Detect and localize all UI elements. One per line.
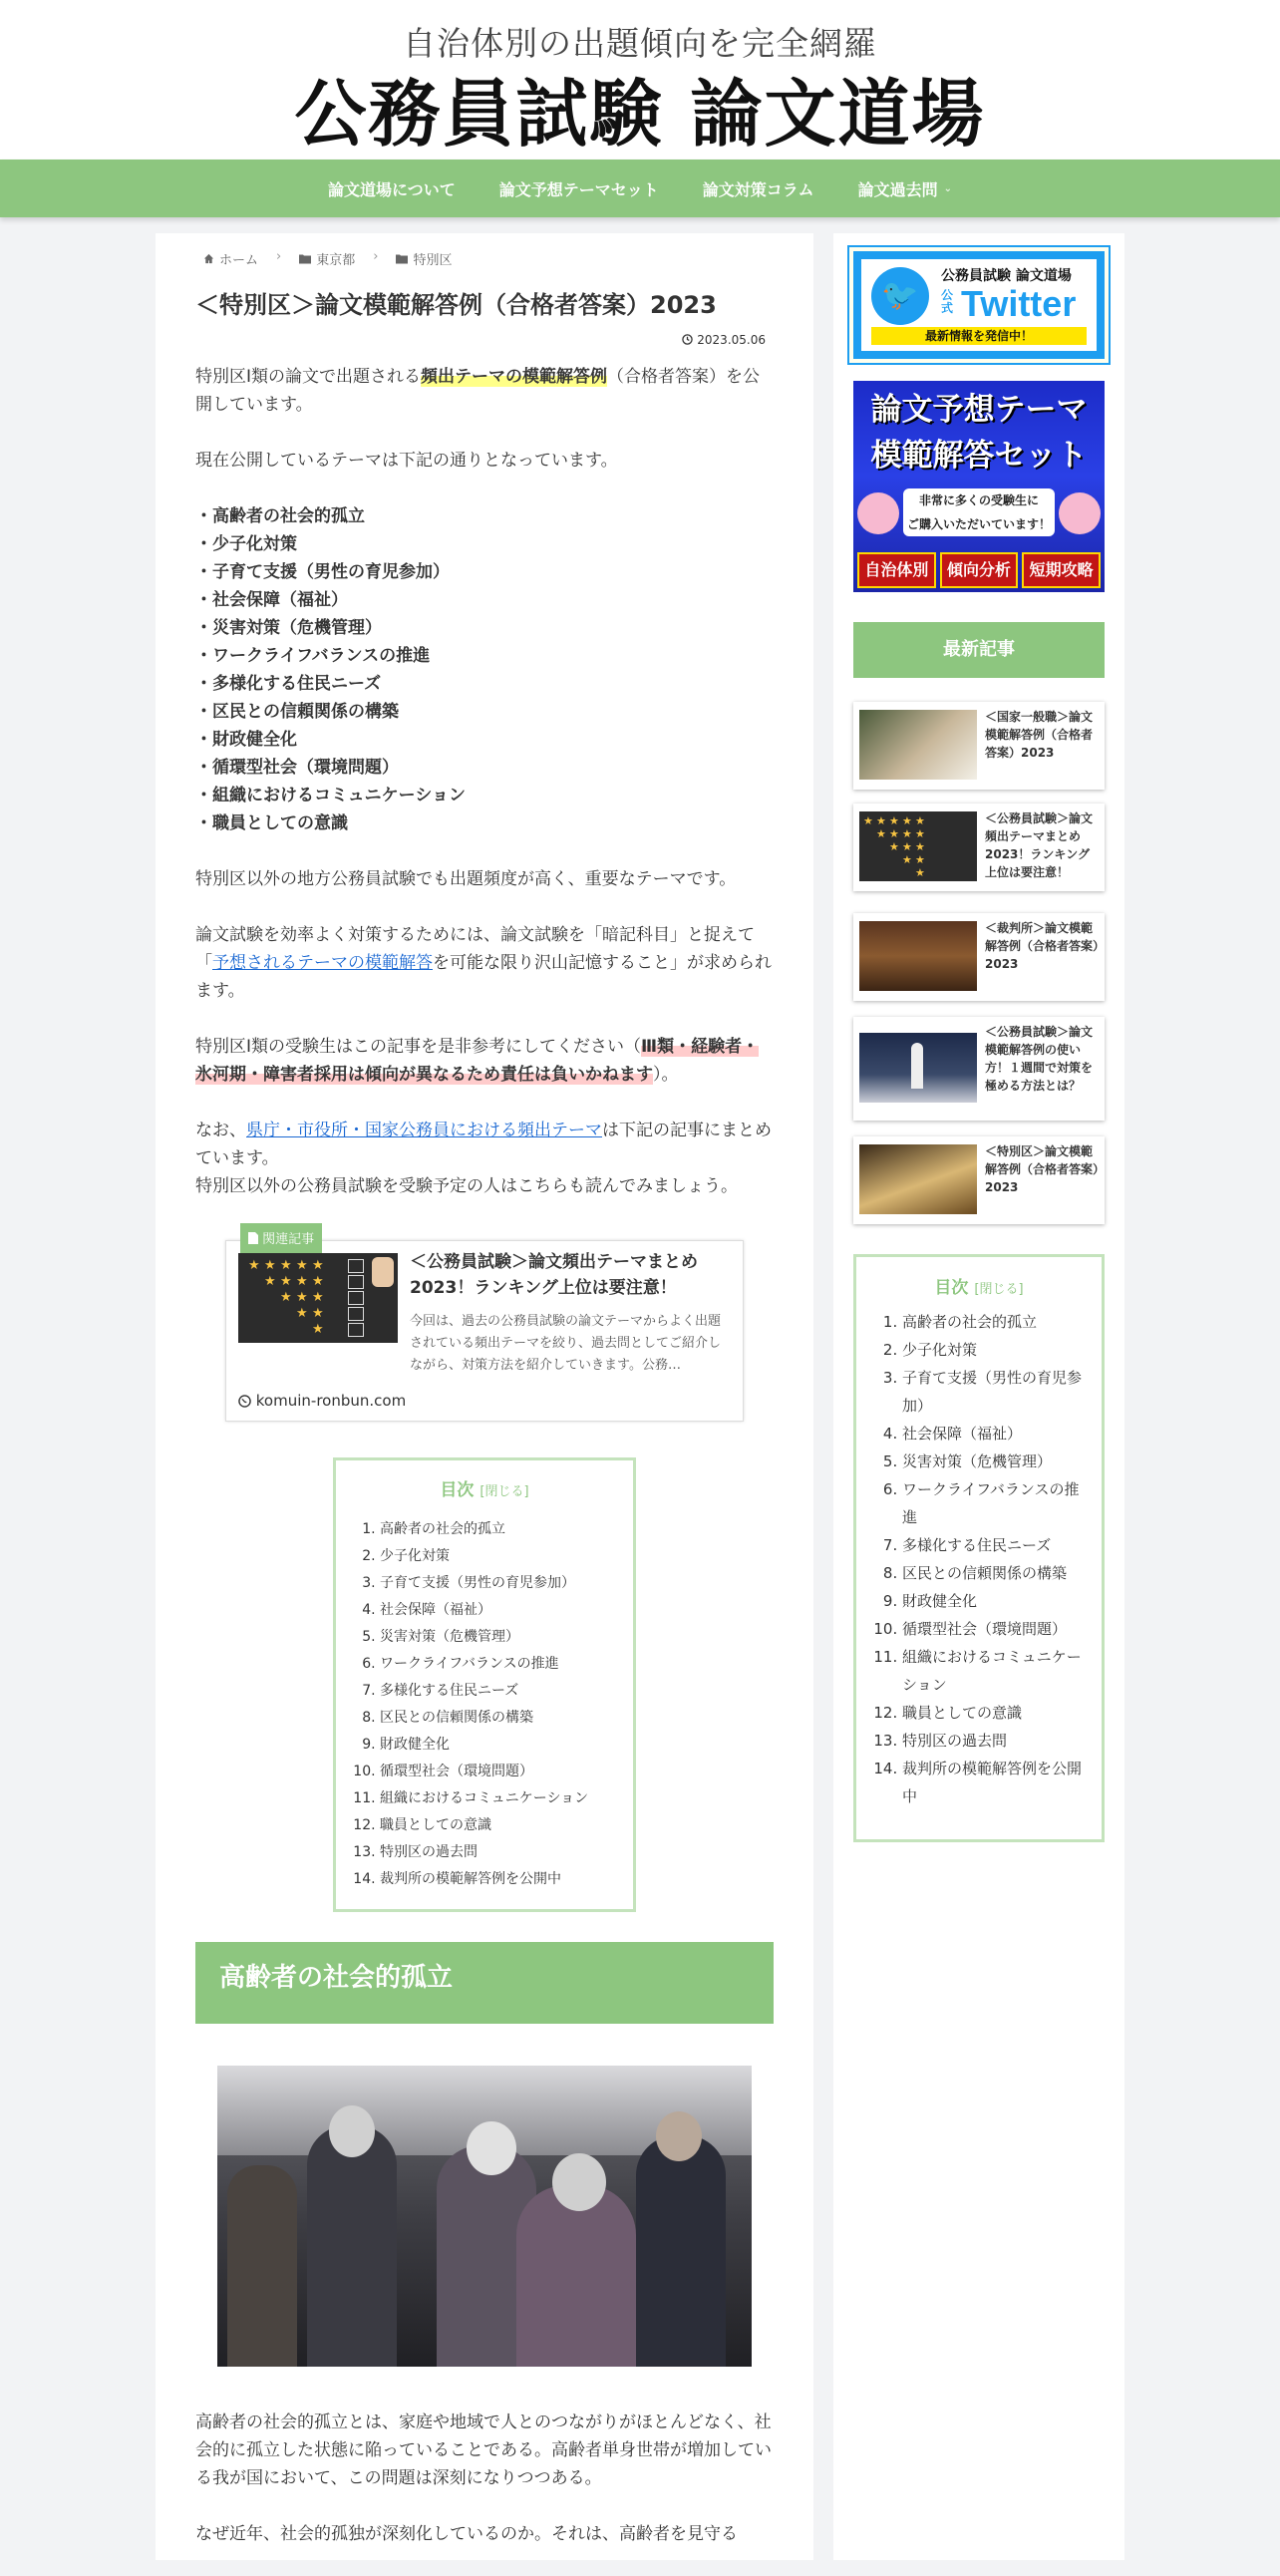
toc-item[interactable] bbox=[902, 1475, 1082, 1531]
post-date-text: 2023.05.06 bbox=[697, 333, 766, 347]
toc-item[interactable] bbox=[902, 1420, 1082, 1448]
toc-item[interactable] bbox=[380, 1866, 613, 1893]
related-site-text: komuin-ronbun.com bbox=[255, 1392, 407, 1410]
toc-item-label: 職員としての意識 bbox=[902, 1704, 1023, 1722]
toc-item-label: 区民との信頼関係の構築 bbox=[902, 1564, 1068, 1582]
cherry-blossom-icon bbox=[1059, 492, 1101, 534]
toc-item[interactable] bbox=[380, 1812, 613, 1839]
section-heading: 高齢者の社会的孤立 bbox=[195, 1942, 774, 2024]
toc-item-label: 少子化対策 bbox=[902, 1341, 978, 1359]
ad-sub-line: ご購入いただいています！ bbox=[906, 517, 1051, 531]
toc-heading bbox=[876, 1273, 1082, 1298]
recent-post-thumbnail bbox=[859, 1033, 977, 1103]
toc-item[interactable] bbox=[902, 1336, 1082, 1364]
ad-tag: 自治体別 bbox=[857, 552, 936, 588]
theme-item: ・高齢者の社会的孤立 bbox=[195, 506, 365, 526]
toc-item[interactable] bbox=[380, 1785, 613, 1812]
clock-icon bbox=[682, 334, 693, 345]
site-logo[interactable]: 公務員試験 論文道場 bbox=[294, 70, 986, 157]
toc-item[interactable] bbox=[380, 1624, 613, 1651]
nav-item-about[interactable] bbox=[328, 177, 456, 200]
ad-subtext bbox=[903, 488, 1055, 536]
hand-image bbox=[372, 1257, 394, 1287]
chevron-down-icon: ⌄ bbox=[943, 182, 952, 194]
folder-icon bbox=[396, 253, 408, 264]
expected-themes-link[interactable]: 予想されるテーマの模範解答 bbox=[212, 953, 433, 973]
article-body bbox=[195, 363, 774, 2576]
checkbox-column-image bbox=[348, 1259, 364, 1339]
toc-item-label: 循環型社会（環境問題） bbox=[380, 1764, 533, 1779]
recent-post-title: ＜公務員試験＞論文頻出テーマまとめ2023！ランキング上位は要注意！ bbox=[985, 811, 1094, 879]
theme-item: ・循環型社会（環境問題） bbox=[195, 758, 399, 778]
theme-item: ・多様化する住民ニーズ bbox=[195, 674, 382, 694]
home-icon bbox=[203, 253, 214, 264]
list-lead: 現在公開しているテーマは下記の通りとなっています。 bbox=[195, 451, 618, 471]
related-snippet: 今回は、過去の公務員試験の論文テーマからよく出題されている頻出テーマを絞り、過去問としてご紹介しながら、対策方法を紹介していきます。公務… bbox=[410, 1314, 722, 1373]
paragraph-text: は下記の記事にまとめています。 bbox=[195, 1121, 772, 1168]
theme-list bbox=[195, 502, 774, 837]
toc-item-label: 多様化する住民ニーズ bbox=[902, 1536, 1052, 1554]
theme-item: ・ワークライフバランスの推進 bbox=[195, 646, 431, 666]
ad-tag: 傾向分析 bbox=[940, 552, 1019, 588]
related-article-card[interactable] bbox=[225, 1232, 744, 1422]
toc-item[interactable] bbox=[902, 1755, 1082, 1810]
toc-item[interactable] bbox=[380, 1543, 613, 1570]
breadcrumb-tokyo[interactable] bbox=[299, 249, 355, 268]
site-tagline: 自治体別の出題傾向を完全網羅 bbox=[403, 24, 877, 63]
ad-sub-line: 非常に多くの受験生に bbox=[918, 493, 1039, 507]
cherry-blossom-icon bbox=[857, 492, 899, 534]
twitter-official-label: 公式 bbox=[941, 288, 954, 315]
toc-item[interactable] bbox=[902, 1643, 1082, 1699]
ad-tag: 短期攻略 bbox=[1022, 552, 1101, 588]
intro-text: 特別区Ⅰ類の論文で出題される bbox=[195, 367, 422, 387]
nav-item-label: 論文対策コラム bbox=[702, 179, 814, 199]
star-rating-image: ★ ★ ★ ★ ★ ★ ★ ★ ★ ★ ★ ★ ★ ★ ★ bbox=[248, 1258, 324, 1337]
paragraph-text: を可能な限り沢山記憶すること」が求められます。 bbox=[195, 953, 772, 1001]
breadcrumb-label: ホーム bbox=[219, 253, 259, 268]
nav-item-label: 論文道場について bbox=[328, 179, 456, 199]
toc-item-label: 財政健全化 bbox=[902, 1592, 978, 1610]
related-label-text: 関連記事 bbox=[262, 1232, 315, 1247]
toc-item-label: 循環型社会（環境問題） bbox=[902, 1620, 1068, 1638]
theme-item: ・区民との信頼関係の構築 bbox=[195, 702, 399, 722]
recent-post-item[interactable] bbox=[853, 804, 1105, 891]
ad-tags bbox=[857, 552, 1101, 588]
toc-item-label: 災害対策（危機管理） bbox=[902, 1452, 1053, 1470]
paragraph-text: 特別区以外の公務員試験を受験予定の人はこちらも読んでみましょう。 bbox=[195, 1176, 738, 1196]
toc-item[interactable] bbox=[380, 1570, 613, 1597]
star-rating-image: ★ ★ ★ ★ ★ ★ ★ ★ ★ ★ ★ ★ ★ ★ ★ bbox=[863, 814, 925, 879]
recent-post-title: ＜公務員試験＞論文模範解答例の使い方！１週間で対策を極める方法とは？ bbox=[985, 1025, 1094, 1093]
toc-item[interactable] bbox=[380, 1651, 613, 1678]
sidebar bbox=[833, 233, 1124, 2560]
breadcrumb-label: 東京都 bbox=[316, 253, 356, 268]
toc-item[interactable] bbox=[902, 1587, 1082, 1615]
global-nav bbox=[0, 160, 1280, 217]
table-of-contents bbox=[333, 1457, 636, 1912]
toc-item[interactable] bbox=[902, 1448, 1082, 1475]
paragraph-text: 特別区Ⅰ類の受験生はこの記事を是非参考にしてください（ bbox=[195, 1037, 642, 1057]
toc-item[interactable] bbox=[902, 1531, 1082, 1559]
theme-item: ・職員としての意識 bbox=[195, 813, 348, 833]
twitter-banner-inner bbox=[861, 259, 1097, 351]
site-header bbox=[0, 0, 1280, 160]
folder-icon bbox=[299, 253, 311, 264]
recent-post-title: ＜特別区＞論文模範解答例（合格者答案）2023 bbox=[985, 1144, 1100, 1194]
frequent-themes-link[interactable]: 県庁・市役所・国家公務員における頻出テーマ bbox=[246, 1121, 602, 1140]
nav-item-column[interactable] bbox=[703, 177, 814, 200]
related-site bbox=[238, 1387, 406, 1415]
chevron-right-icon: › bbox=[373, 249, 379, 264]
theme-item: ・組織におけるコミュニケーション bbox=[195, 786, 466, 805]
toc-item-label: 特別区の過去問 bbox=[902, 1732, 1008, 1750]
nav-item-label: 論文予想テーマセット bbox=[498, 179, 659, 199]
theme-item: ・少子化対策 bbox=[195, 534, 297, 554]
sidebar-table-of-contents bbox=[853, 1254, 1105, 1842]
toc-item-label: 職員としての意識 bbox=[380, 1817, 491, 1833]
theme-item: ・子育て支援（男性の育児参加） bbox=[195, 562, 450, 582]
toc-item-label: 子育て支援（男性の育児参加） bbox=[902, 1369, 1083, 1415]
recent-post-thumbnail bbox=[859, 811, 977, 881]
article-title: ＜特別区＞論文模範解答例（合格者答案）2023 bbox=[195, 291, 717, 319]
toc-item[interactable] bbox=[902, 1615, 1082, 1643]
toc-heading bbox=[356, 1476, 613, 1506]
ad-title-line: 論文予想テーマ bbox=[870, 392, 1088, 428]
recent-post-item[interactable] bbox=[853, 702, 1105, 790]
twitter-banner[interactable] bbox=[853, 251, 1105, 359]
toc-item-label: 組織におけるコミュニケーション bbox=[902, 1648, 1082, 1694]
section-paragraph: 高齢者の社会的孤立とは、家庭や地域で人とのつながりがほとんどなく、社会的に孤立した状態に陥っていることである。高齢者単身世帯が増加している我が国において、この問題は深刻になりつつある。 bbox=[195, 2413, 772, 2488]
toc-item[interactable] bbox=[902, 1308, 1082, 1336]
toc-item[interactable] bbox=[902, 1559, 1082, 1587]
related-title: ＜公務員試験＞論文頻出テーマまとめ2023！ランキング上位は要注意！ bbox=[410, 1252, 698, 1298]
nav-item-label: 論文過去問 bbox=[857, 179, 938, 199]
toc-item-label: 裁判所の模範解答例を公開中 bbox=[380, 1871, 561, 1887]
section-paragraph: なぜ近年、社会的孤独が深刻化しているのか。それは、高齢者を見守る bbox=[195, 2524, 738, 2544]
elderly-people-photo bbox=[217, 2066, 752, 2367]
toc-item-label: 多様化する住民ニーズ bbox=[380, 1683, 519, 1699]
efficiency-paragraph bbox=[195, 921, 774, 1005]
post-date bbox=[682, 333, 766, 347]
breadcrumb bbox=[203, 249, 452, 268]
recent-post-title: ＜国家一般職＞論文模範解答例（合格者答案）2023 bbox=[985, 710, 1094, 760]
theme-item: ・社会保障（福祉） bbox=[195, 590, 348, 610]
note-paragraph bbox=[195, 1117, 774, 1200]
intro-text: （合格者答案）を公開しています。 bbox=[195, 367, 761, 415]
toc-item[interactable] bbox=[380, 1516, 613, 1543]
toc-item-label: 高齢者の社会的孤立 bbox=[380, 1521, 505, 1537]
toc-item-label: 社会保障（福祉） bbox=[902, 1425, 1023, 1443]
toc-list bbox=[356, 1516, 613, 1893]
ad-title bbox=[853, 387, 1105, 479]
recent-post-item[interactable] bbox=[853, 1017, 1105, 1121]
recent-posts-heading: 最新記事 bbox=[853, 622, 1105, 678]
theme-item: ・災害対策（危機管理） bbox=[195, 618, 382, 638]
toc-item-label: 高齢者の社会的孤立 bbox=[902, 1313, 1038, 1331]
toc-item-label: ワークライフバランスの推進 bbox=[902, 1480, 1080, 1526]
paragraph-text: ）。 bbox=[653, 1065, 679, 1085]
toc-toggle-button[interactable]: [閉じる] bbox=[480, 1484, 529, 1499]
twitter-banner-big: Twitter bbox=[961, 283, 1077, 324]
paragraph-text: 論文試験を効率よく対策するためには、論文試験を「暗記科目」と捉えて「 bbox=[195, 925, 755, 973]
toc-item[interactable] bbox=[380, 1732, 613, 1759]
breadcrumb-label: 特別区 bbox=[413, 253, 453, 268]
globe-icon bbox=[238, 1395, 251, 1408]
toc-item-label: 組織におけるコミュニケーション bbox=[380, 1790, 589, 1806]
related-thumbnail bbox=[238, 1253, 398, 1343]
toc-item-label: 少子化対策 bbox=[380, 1548, 450, 1564]
breadcrumb-home[interactable] bbox=[203, 249, 258, 268]
toc-toggle-button[interactable]: [閉じる] bbox=[974, 1282, 1024, 1297]
nav-item-theme-set[interactable] bbox=[499, 177, 659, 200]
importance-paragraph: 特別区以外の地方公務員試験でも出題頻度が高く、重要なテーマです。 bbox=[195, 869, 737, 889]
recent-post-thumbnail bbox=[859, 710, 977, 780]
toc-item-label: 裁判所の模範解答例を公開中 bbox=[902, 1760, 1083, 1805]
toc-item[interactable] bbox=[380, 1597, 613, 1624]
twitter-bird-icon: 🐦 bbox=[871, 267, 929, 325]
theme-item: ・財政健全化 bbox=[195, 730, 297, 750]
toc-list bbox=[876, 1308, 1082, 1810]
recent-post-thumbnail bbox=[859, 1144, 977, 1214]
toc-item[interactable] bbox=[380, 1678, 613, 1705]
twitter-banner-top: 公務員試験 論文道場 bbox=[941, 268, 1072, 284]
toc-item[interactable] bbox=[380, 1705, 613, 1732]
ad-title-line: 模範解答セット bbox=[870, 438, 1088, 474]
twitter-banner-strip: 最新情報を発信中！ bbox=[871, 327, 1087, 345]
toc-item-label: ワークライフバランスの推進 bbox=[380, 1656, 559, 1672]
toc-item[interactable] bbox=[902, 1699, 1082, 1727]
nav-item-past-questions[interactable] bbox=[858, 177, 952, 200]
toc-item[interactable] bbox=[902, 1364, 1082, 1420]
toc-item-label: 財政健全化 bbox=[380, 1737, 450, 1753]
toc-item[interactable] bbox=[380, 1759, 613, 1785]
breadcrumb-tokubetsuku[interactable] bbox=[396, 249, 452, 268]
document-icon bbox=[248, 1232, 258, 1244]
theme-set-ad-banner[interactable] bbox=[853, 381, 1105, 592]
main-article-area bbox=[156, 233, 813, 2560]
recent-post-title: ＜裁判所＞論文模範解答例（合格者答案）2023 bbox=[985, 921, 1100, 971]
intro-paragraph bbox=[195, 363, 774, 419]
toc-item-label: 子育て支援（男性の育児参加） bbox=[380, 1575, 575, 1591]
highlight-text: 頻出テーマの模範解答例 bbox=[421, 367, 608, 387]
recent-post-item[interactable] bbox=[853, 1136, 1105, 1224]
recent-post-item[interactable] bbox=[853, 913, 1105, 1001]
toc-item[interactable] bbox=[380, 1839, 613, 1866]
toc-item-label: 区民との信頼関係の構築 bbox=[380, 1710, 533, 1726]
toc-heading-text: 目次 bbox=[934, 1278, 969, 1298]
toc-item-label: 災害対策（危機管理） bbox=[380, 1629, 519, 1645]
toc-item-label: 特別区の過去問 bbox=[380, 1844, 478, 1860]
paragraph-text: なお、 bbox=[195, 1121, 246, 1140]
toc-item-label: 社会保障（福祉） bbox=[380, 1602, 491, 1618]
chevron-right-icon: › bbox=[276, 249, 282, 264]
warning-paragraph bbox=[195, 1033, 774, 1089]
recent-post-thumbnail bbox=[859, 921, 977, 991]
warning-highlight: Ⅲ類・経験者・氷河期・障害者採用は傾向が異なるため責任は負いかねます bbox=[195, 1037, 760, 1085]
toc-heading-text: 目次 bbox=[440, 1480, 475, 1500]
toc-item[interactable] bbox=[902, 1727, 1082, 1755]
related-label bbox=[240, 1223, 322, 1257]
